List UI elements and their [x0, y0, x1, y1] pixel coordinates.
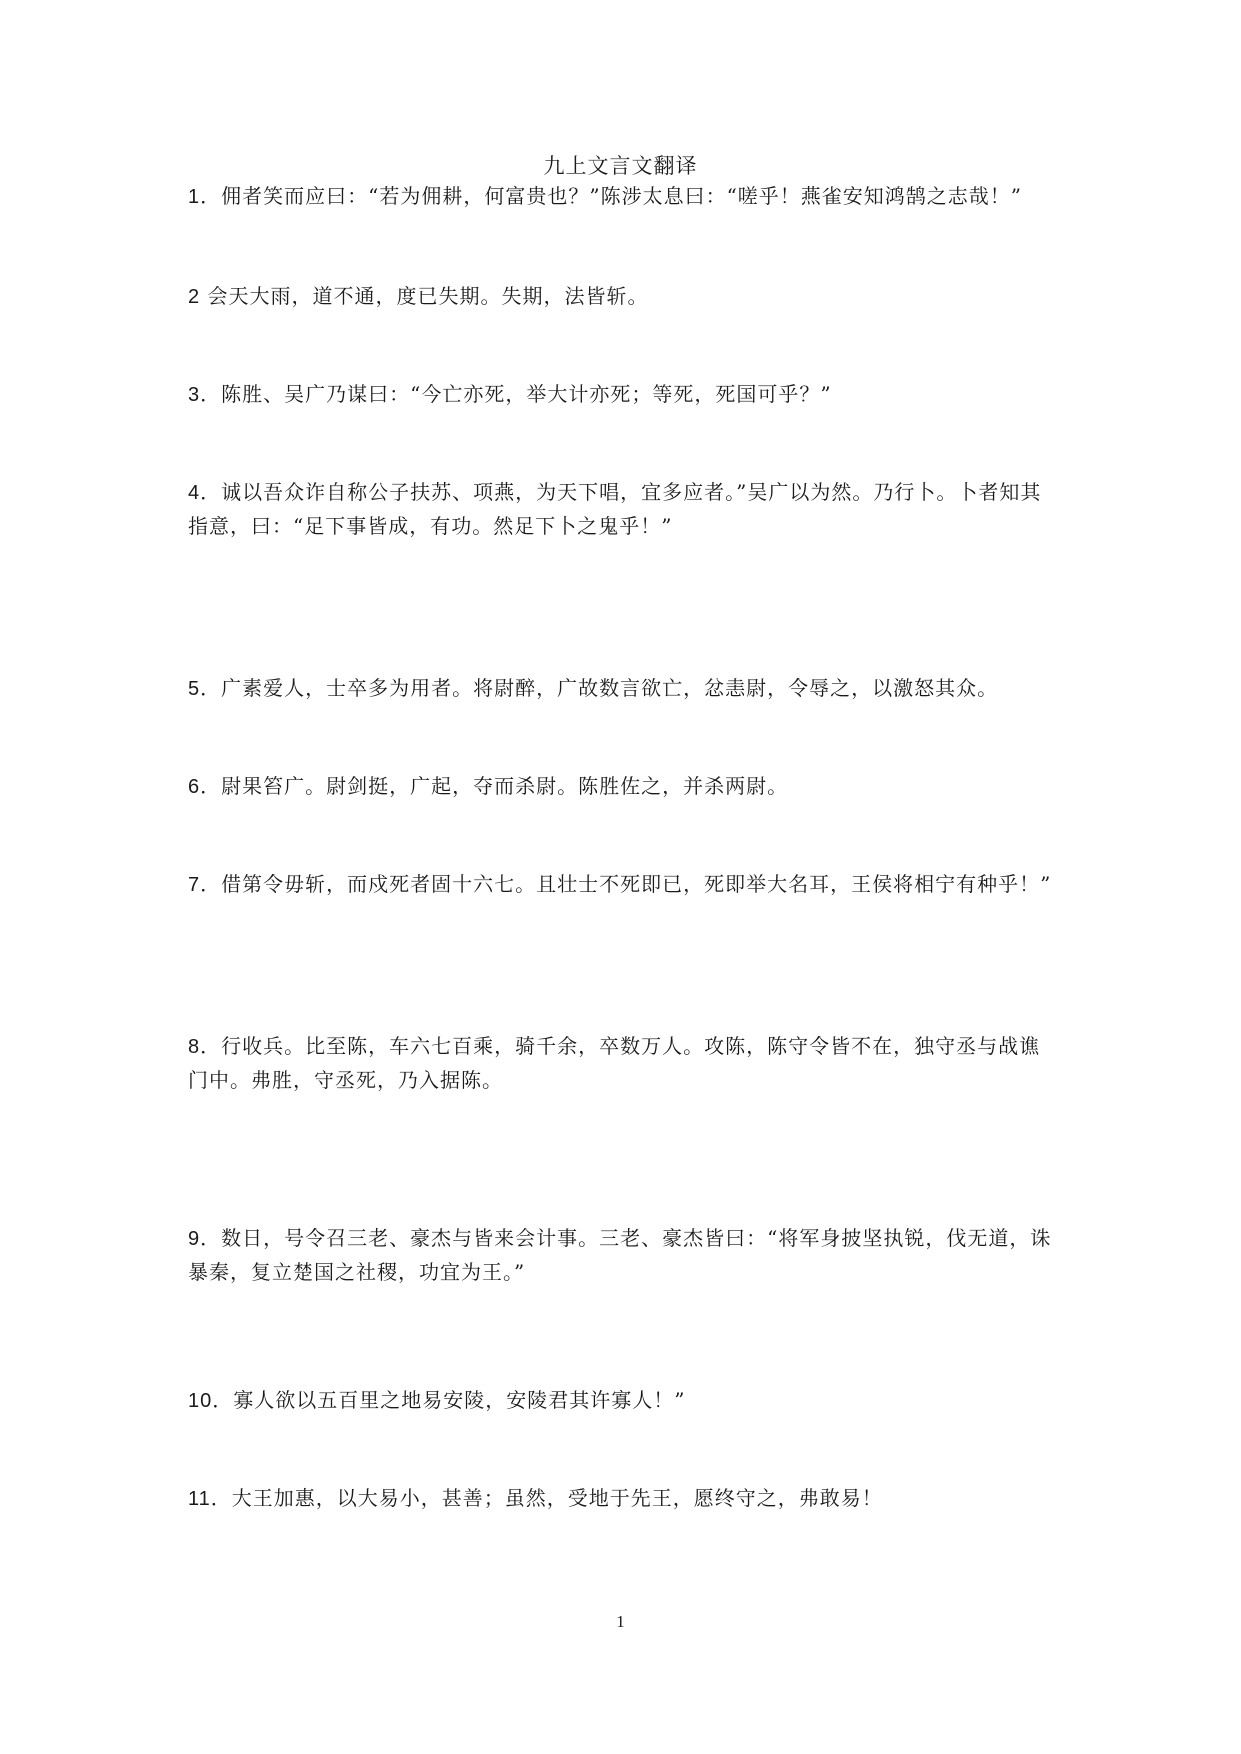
- translation-item-8: [188, 1030, 1058, 1097]
- item-number: 3．: [188, 384, 222, 406]
- item-number: 7．: [188, 874, 222, 896]
- item-text: 会天大雨，道不通，度已失期。失期，法皆斩。: [207, 284, 649, 308]
- item-text: 大王加惠，以大易小，甚善；虽然，受地于先王，愿终守之，弗敢易！: [231, 1486, 883, 1510]
- item-number: 8．: [188, 1036, 222, 1058]
- item-text: 尉果笞广。尉剑挺，广起，夺而杀尉。陈胜佐之，并杀两尉。: [221, 774, 789, 798]
- item-text: 借第令毋斩，而戍死者固十六七。且壮士不死即已，死即举大名耳，王侯将相宁有种乎！”: [221, 872, 1052, 896]
- item-text: 行收兵。比至陈，车六七百乘，骑千余，卒数万人。攻陈，陈守令皆不在，独守丞与战谯门中。弗胜，守丞死，乃入据陈。: [188, 1034, 1041, 1092]
- translation-item-10: [188, 1384, 1058, 1418]
- item-text: 佣者笑而应曰：“若为佣耕，何富贵也？”陈涉太息曰：“嗟乎！燕雀安知鸿鹄之志哉！”: [221, 184, 1023, 208]
- item-number: 10．: [188, 1390, 234, 1412]
- translation-item-9: [188, 1222, 1058, 1289]
- translation-item-1: [188, 180, 1058, 214]
- item-text: 数日，号令召三老、豪杰与皆来会计事。三老、豪杰皆曰：“将军身披坚执锐，伐无道，诛暴秦，复立楚国之社稷，功宜为王。”: [188, 1226, 1052, 1284]
- item-number: 1．: [188, 186, 222, 208]
- translation-item-4: [188, 476, 1058, 543]
- item-number: 9．: [188, 1228, 222, 1250]
- translation-item-2: [188, 280, 1058, 314]
- item-text: 诚以吾众诈自称公子扶苏、项燕，为天下唱，宜多应者。”吴广以为然。乃行卜。卜者知其指意，曰：“足下事皆成，有功。然足下卜之鬼乎！”: [188, 480, 1042, 538]
- translation-item-5: [188, 672, 1058, 706]
- translation-item-7: [188, 868, 1058, 902]
- item-number: 6．: [188, 776, 222, 798]
- document-title: 九上文言文翻译: [543, 154, 698, 178]
- item-text: 寡人欲以五百里之地易安陵，安陵君其许寡人！”: [233, 1388, 686, 1412]
- item-number: 5．: [188, 678, 222, 700]
- item-number: 4．: [188, 482, 222, 504]
- page-number: 1: [616, 1612, 625, 1631]
- item-number: 11．: [188, 1488, 232, 1510]
- translation-item-3: [188, 378, 1058, 412]
- item-text: 广素爱人，士卒多为用者。将尉醉，广故数言欲亡，忿恚尉，令辱之，以激怒其众。: [221, 676, 999, 700]
- item-number: 2: [188, 286, 201, 308]
- translation-item-6: [188, 770, 1058, 804]
- translation-item-11: [188, 1482, 1058, 1516]
- item-text: 陈胜、吴广乃谋曰：“今亡亦死，举大计亦死；等死，死国可乎？”: [221, 382, 832, 406]
